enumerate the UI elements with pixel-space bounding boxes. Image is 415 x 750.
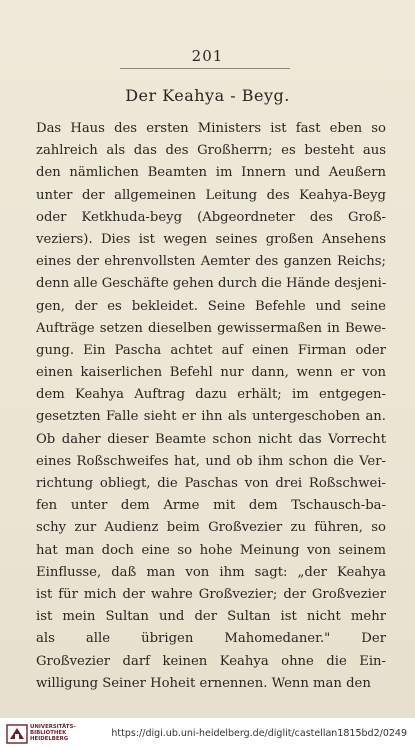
text-line: gen, der es bekleidet. Seine Befehle und seine bbox=[36, 298, 386, 314]
text-line: gesetzten Falle sieht er ihn als untergeschoben an. bbox=[36, 409, 386, 425]
text-line: Großvezier darf keinen Keahya ohne die Ein- bbox=[36, 653, 386, 669]
text-line: ist für mich der wahre Großvezier; der Großvezier bbox=[36, 586, 386, 602]
body-text bbox=[36, 118, 386, 695]
library-name-line: UNIVERSITÄTS- bbox=[30, 724, 76, 730]
text-line: als alle übrigen Mahomedaner." Der bbox=[36, 631, 386, 647]
text-line: dem Keahya Auftrag dazu erhält; im entgegen- bbox=[36, 387, 386, 403]
text-line: denn alle Geschäfte gehen durch die Hände desjeni- bbox=[36, 276, 386, 292]
library-name bbox=[30, 724, 76, 743]
section-heading: Der Keahya - Beyg. bbox=[125, 86, 290, 105]
text-line: zahlreich als das des Großherrn; es besteht aus bbox=[36, 143, 386, 159]
text-line: einen kaiserlichen Befehl nur dann, wenn er von bbox=[36, 365, 386, 381]
text-line: eines Roßschweifes hat, und ob ihm schon die Ver- bbox=[36, 453, 386, 469]
source-url-link[interactable]: https://digi.ub.uni-heidelberg.de/diglit/castellan1815bd2/0249 bbox=[111, 728, 407, 739]
text-line: Einflusse, daß man von ihm sagt: „der Keahya bbox=[36, 564, 386, 580]
header-rule bbox=[120, 68, 290, 69]
text-line: eines der ehrenvollsten Aemter des ganzen Reichs; bbox=[36, 254, 386, 270]
text-line: fen unter dem Arme mit dem Tschausch-ba- bbox=[36, 498, 386, 514]
text-line: unter der allgemeinen Leitung des Keahya-Beyg bbox=[36, 187, 386, 203]
text-line: richtung obliegt, die Paschas von drei Roßschwei- bbox=[36, 476, 386, 491]
text-line: hat man doch eine so hohe Meinung von seinem bbox=[36, 542, 386, 558]
text-line: schy zur Audienz beim Großvezier zu führen, so bbox=[36, 520, 386, 536]
text-line: ist mein Sultan und der Sultan ist nicht mehr bbox=[36, 609, 386, 625]
library-name-line: BIBLIOTHEK bbox=[30, 730, 67, 737]
text-line: oder Ketkhuda-beyg (Abgeordneter des Groß- bbox=[36, 209, 386, 225]
digitization-footer bbox=[0, 718, 415, 750]
text-line: Das Haus des ersten Ministers ist fast eben so bbox=[36, 121, 386, 136]
university-library-logo-icon bbox=[6, 724, 28, 744]
text-line: veziers). Dies ist wegen seines großen Ansehens bbox=[36, 231, 386, 247]
text-line: Ob daher dieser Beamte schon nicht das Vorrecht bbox=[36, 431, 386, 447]
page-number: 201 bbox=[191, 47, 224, 65]
text-line: den nämlichen Beamten im Innern und Aeußern bbox=[36, 165, 386, 181]
text-line: Aufträge setzen dieselben gewissermaßen in Bewe- bbox=[36, 320, 386, 336]
library-name-line: HEIDELBERG bbox=[30, 736, 69, 743]
text-line: gung. Ein Pascha achtet auf einen Firman oder bbox=[36, 342, 386, 358]
text-line: willigung Seiner Hoheit ernennen. Wenn man den bbox=[36, 675, 371, 691]
